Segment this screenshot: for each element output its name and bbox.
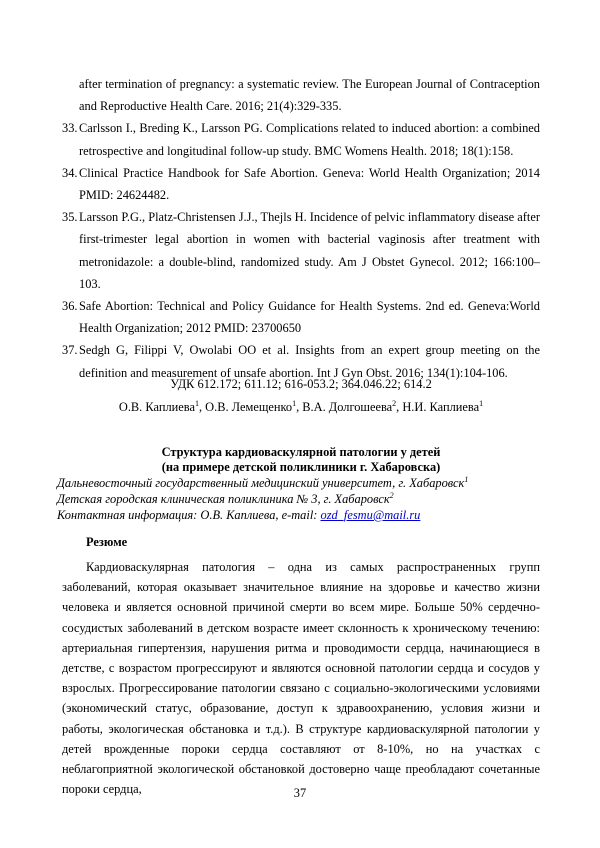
reference-item bbox=[62, 162, 540, 206]
affiliation-mark: 2 bbox=[389, 490, 394, 500]
author-affiliation-mark: 2 bbox=[392, 398, 397, 408]
contact-info bbox=[57, 507, 547, 524]
contact-label: Контактная информация: О.В. Каплиева, e-mail: bbox=[57, 508, 321, 522]
affiliation-1 bbox=[57, 475, 547, 492]
affiliation-mark: 1 bbox=[464, 474, 469, 484]
author-name: О.В. Каплиева bbox=[118, 400, 195, 414]
reference-text: Sedgh G, Filippi V, Owolabi OO et al. Insights from an expert group meeting on the definition and measurement of unsafe abortion. Int J Gyn Obst. 2016; 134(1):104-106. bbox=[79, 343, 540, 380]
reference-number: 33. bbox=[62, 121, 78, 136]
email-link[interactable]: ozd_fesmu@mail.ru bbox=[320, 508, 421, 522]
affiliation-text: Дальневосточный государственный медицинский университет, г. Хабаровск bbox=[57, 476, 465, 490]
author-name: В.А. Долгошеева bbox=[302, 400, 393, 414]
reference-text: Clinical Practice Handbook for Safe Abortion. Geneva: World Health Organization; 2014 PMID: 24624482. bbox=[79, 165, 540, 203]
reference-text: after termination of pregnancy: a systematic review. The European Journal of Contraception and Reproductive Health Care. 2016; 21(4):329-335. bbox=[79, 77, 540, 114]
reference-item bbox=[62, 73, 540, 117]
affiliation-text: Детская городская клиническая поликлиника № 3, г. Хабаровск bbox=[57, 492, 390, 506]
reference-item bbox=[62, 117, 540, 161]
author-affiliation-mark: 1 bbox=[292, 398, 297, 408]
udk-code: УДК 612.172; 611.12; 616-053.2; 364.046.22; 614.2 bbox=[170, 377, 432, 391]
affiliation-2 bbox=[57, 491, 547, 508]
article-title bbox=[62, 445, 540, 475]
reference-text: Safe Abortion: Technical and Policy Guidance for Health Systems. 2nd ed. Geneva:World Health Organization; 2012 PMID: 23700650 bbox=[79, 299, 540, 336]
author-name: Н.И. Каплиева bbox=[402, 400, 480, 414]
reference-number: 34. bbox=[62, 165, 78, 180]
reference-text: Carlsson I., Breding K., Larsson PG. Complications related to induced abortion: a combined retrospective and longitudinal follow-up study. BMC Womens Health. 2018; 18(1):158. bbox=[79, 121, 540, 158]
author-affiliation-mark: 1 bbox=[479, 398, 484, 408]
reference-number: 37. bbox=[62, 343, 78, 358]
reference-list bbox=[62, 73, 540, 384]
abstract-body: Кардиоваскулярная патология – одна из самых распространенных групп заболеваний, которая оказывает значительное влияние на здоровье и качество жизни человека и является основной причиной смерти во всем мире. Больше 50% сердечно-сосудистых заболеваний в детском возрасте имеет склонность к хроническому течению: артериальная гипертензия, нарушения ритма и проводимости сердца, начинающиеся в детстве, с возрастом прогрессируют и являются основной патологии сердца и сосудов у взрослых. Прогрессирование патологии связано с социально-экологическими условиями (экономический статус, образование, доступ к здравоохранению, условия жизни и работы, экологическая обстановка и т.д.). В структуре кардиоваскулярной патологии у детей врожденные пороки сердца составляют от 8-10%, но на участках с неблагоприятной экологической обстановкой достоверно чаще преобладают сочетанные пороки сердца, bbox=[62, 560, 540, 797]
reference-number: 36. bbox=[62, 299, 78, 314]
reference-item bbox=[62, 295, 540, 339]
title-line-1: Структура кардиоваскулярной патологии у детей bbox=[161, 445, 441, 459]
author-name: О.В. Лемещенко bbox=[205, 400, 293, 414]
title-line-2: (на примере детской поликлиники г. Хабаровска) bbox=[161, 460, 441, 474]
reference-text: Larsson P.G., Platz-Christensen J.J., Thejls H. Incidence of pelvic inflammatory disease after first-trimester legal abortion in women with bacterial vaginosis after treatment with metronidazole: a double-blind, randomized study. Am J Obstet Gynecol. 2012; 166:100–103. bbox=[79, 210, 540, 291]
page-number: 37 bbox=[293, 786, 307, 800]
reference-number: 35. bbox=[62, 210, 78, 225]
resume-heading: Резюме bbox=[86, 535, 128, 549]
author-list: О.В. Каплиева$^1$, О.В. Лемещенко$^1$, В.А. Долгошеева$^2$, Н.И. Каплиева$^1$ bbox=[118, 398, 484, 414]
reference-item bbox=[62, 206, 540, 295]
author-affiliation-mark: 1 bbox=[194, 398, 199, 408]
